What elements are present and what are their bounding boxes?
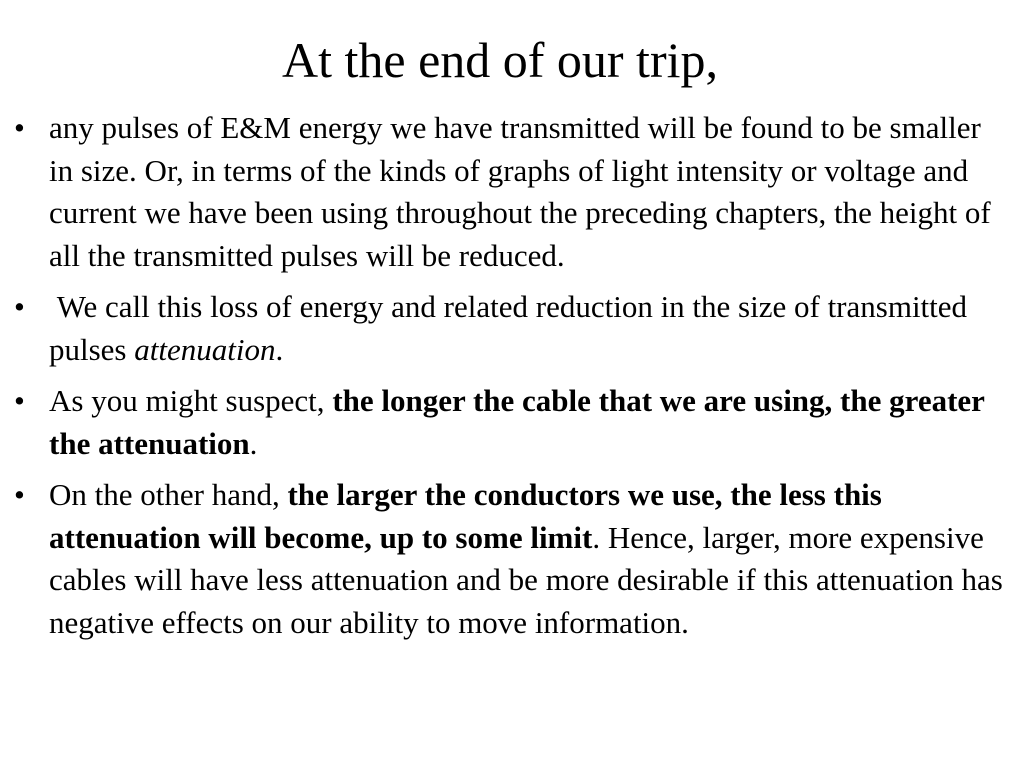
slide-title: At the end of our trip, [281,32,718,88]
bullet-bold-emphasis: the longer the cable that we are using, the greater the attenuation [49,383,985,461]
bullet-icon: • [14,289,25,324]
bullet-item-4 [14,474,1004,644]
bullet-item-3 [14,380,1004,465]
bullet-item-1 [14,107,1004,277]
bullet-text-end: . [275,331,284,367]
bullet-bold-emphasis: the larger the conductors we use, the less this attenuation will become, up to some limit [49,477,882,555]
bullet-text: We call this loss of energy and related reduction in the size of transmitted pulses [49,289,975,367]
bullet-text-end: . Hence, larger, more expensive cables will have less attenuation and be more desirable if this attenuation has negative effects on our ability to move information. [49,519,1003,640]
bullet-item-2 [14,286,1004,371]
bullet-text: On the other hand, [49,477,288,512]
bullet-list [14,107,1004,653]
bullet-icon: • [14,477,25,512]
bullet-italic-term: attenuation [134,331,276,367]
bullet-text: As you might suspect, [49,383,333,418]
bullet-text-end: . [249,425,258,461]
bullet-icon: • [14,383,25,418]
bullet-text: any pulses of E&M energy we have transmitted will be found to be smaller in size. Or, in terms of the kinds of graphs of light intensity or voltage and current we have been using throughout the preceding chapters, the height of all the transmitted pulses will be reduced. [49,110,991,273]
bullet-icon: • [14,110,25,145]
